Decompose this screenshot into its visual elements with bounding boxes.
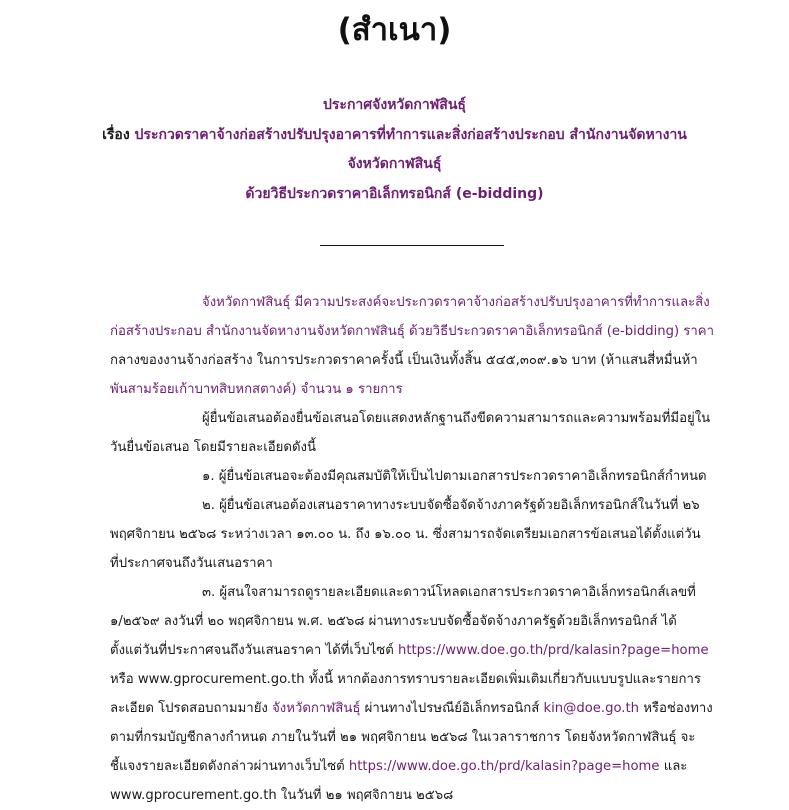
subject-method: ด้วยวิธีประกวดราคาอิเล็กทรอนิกส์ (e-bidding) — [245, 186, 544, 202]
body-line — [110, 317, 715, 346]
list-item-3-cont: ๑/๒๕๖๙ ลงวันที่ ๒๐ พฤศจิกายน พ.ศ. ๒๕๖๘ ผ่านทางระบบจัดซื้อจัดจ้างภาครัฐด้วยอิเล็กทรอนิกส์ ได้ — [110, 614, 677, 629]
doe-website-link-2[interactable]: https://www.doe.go.th/prd/kalasin?page=home — [348, 759, 660, 774]
body-line: พันสามร้อยเก้าบาทสิบหกสตางค์) จำนวน ๑ รายการ — [110, 382, 403, 397]
body-text: ก่อสร้างประกอบ สำนักงานจัดหางานจังหวัดกาฬสินธุ์ ด้วยวิธีประกวดราคาอิเล็กทรอนิกส์ (e-bidding) ราคา — [110, 324, 715, 339]
list-item-3-cont — [110, 636, 710, 665]
list-item-2: ๒. ผู้ยื่นข้อเสนอต้องเสนอราคาทางระบบจัดซื้อจัดจ้างภาครัฐด้วยอิเล็กทรอนิกส์ในวันที่ ๒๖ — [202, 498, 700, 513]
list-item-3: ๓. ผู้สนใจสามารถดูรายละเอียดและดาวน์โหลดเอกสารประกวดราคาอิเล็กทรอนิกส์เลขที่ — [202, 585, 696, 600]
body-text: ผ่านทางไปรษณีย์อิเล็กทรอนิกส์ — [360, 701, 544, 716]
body-text: ละเอียด โปรดสอบถามมายัง — [110, 701, 273, 716]
body-text: ตั้งแต่วันที่ประกาศจนถึงวันเสนอราคา ได้ที่เว็บไซต์ — [110, 643, 398, 658]
copy-title: (สำเนา) — [337, 12, 452, 48]
list-item-3-cont: www.gprocurement.go.th ในวันที่ ๒๑ พฤศจิกายน ๒๕๖๘ — [110, 788, 454, 803]
body-line: จังหวัดกาฬสินธุ์ มีความประสงค์จะประกวดราคาจ้างก่อสร้างปรับปรุงอาคารที่ทำการและสิ่ง — [202, 295, 710, 310]
list-item-3-cont — [110, 752, 710, 781]
body-line: กลางของงานจ้างก่อสร้าง ในการประกวดราคาครั้งนี้ เป็นเงินทั้งสิ้น ๕๔๕,๓๐๙.๑๖ บาท (ห้าแสนสี่หมื่นห้า — [110, 353, 698, 368]
body-text: ชี้แจงรายละเอียดดังกล่าวผ่านทางเว็บไซต์ — [110, 759, 349, 774]
announcement-issuer: ประกาศจังหวัดกาฬสินธุ์ — [323, 97, 466, 113]
divider-line — [320, 245, 504, 246]
doe-website-link[interactable]: https://www.doe.go.th/prd/kalasin?page=home — [397, 643, 709, 658]
body-text: หรือช่องทาง — [639, 701, 713, 716]
email-link[interactable]: kin@doe.go.th — [543, 701, 640, 716]
list-item-3-cont: หรือ www.gprocurement.go.th ทั้งนี้ หากต้องการทราบรายละเอียดเพิ่มเติมเกี่ยวกับแบบรูปและรายการ — [110, 672, 701, 687]
announcement-body — [110, 288, 715, 810]
body-line: วันยื่นข้อเสนอ โดยมีรายละเอียดดังนี้ — [110, 440, 316, 455]
list-item-3-cont: ตามที่กรมบัญชีกลางกำหนด ภายในวันที่ ๒๑ พฤศจิกายน ๒๕๖๘ ในเวลาราชการ โดยจังหวัดกาฬสินธุ์ จะ — [110, 730, 696, 745]
list-item-1: ๑. ผู้ยื่นข้อเสนอจะต้องมีคุณสมบัติให้เป็นไปตามเอกสารประกวดราคาอิเล็กทรอนิกส์กำหนด — [202, 469, 707, 484]
body-text: และ — [659, 759, 688, 774]
list-item-3-cont — [110, 694, 713, 723]
subject-text: ประกวดราคาจ้างก่อสร้างปรับปรุงอาคารที่ทำการและสิ่งก่อสร้างประกอบ สำนักงานจัดหางาน — [134, 127, 687, 143]
list-item-2-cont: ที่ประกาศจนถึงวันเสนอราคา — [110, 556, 273, 571]
subject-text-cont: จังหวัดกาฬสินธุ์ — [347, 156, 442, 172]
subject-label: เรื่อง — [102, 127, 130, 143]
announcement-subject — [0, 124, 789, 146]
list-item-2-cont: พฤศจิกายน ๒๕๖๘ ระหว่างเวลา ๑๓.๐๐ น. ถึง ๑๖.๐๐ น. ซึ่งสามารถจัดเตรียมเอกสารข้อเสนอได้ตั้งแต่วัน — [110, 527, 701, 542]
province-name: จังหวัดกาฬสินธุ์ — [272, 701, 361, 716]
body-line: ผู้ยื่นข้อเสนอต้องยื่นข้อเสนอโดยแสดงหลักฐานถึงขีดความสามารถและความพร้อมที่มีอยู่ใน — [202, 411, 711, 426]
